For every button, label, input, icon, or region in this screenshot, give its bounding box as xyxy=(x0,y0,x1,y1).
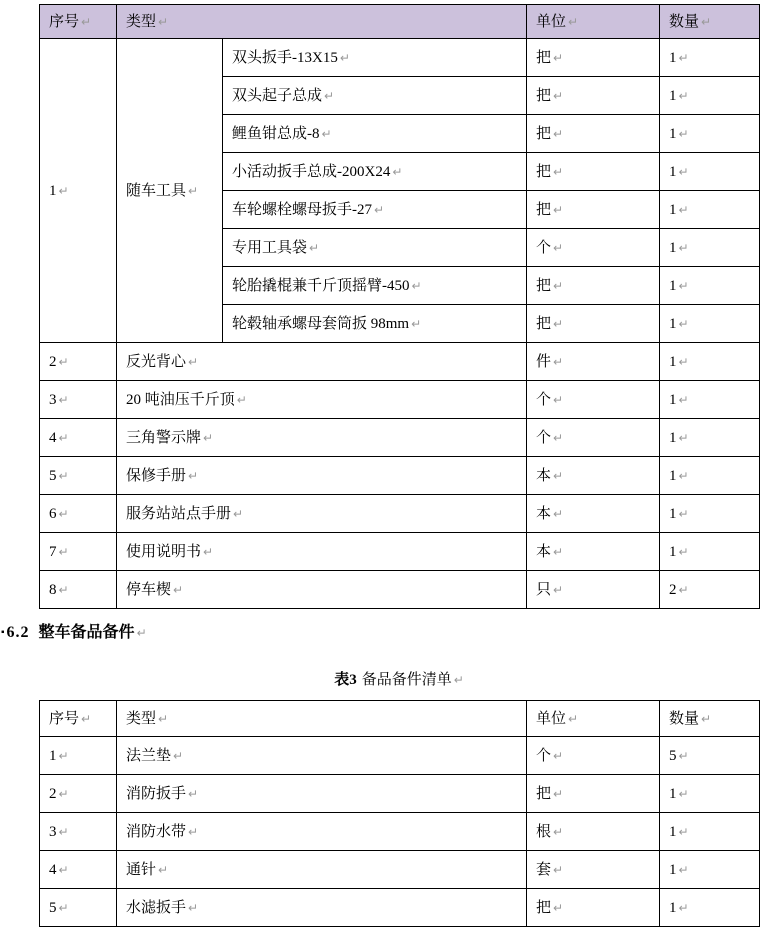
paragraph-mark: ↵ xyxy=(233,506,244,521)
cell-text: 2 xyxy=(49,785,57,802)
table-header-row xyxy=(40,701,760,737)
paragraph-mark: ↵ xyxy=(553,88,564,103)
cell-text: 7 xyxy=(49,543,57,560)
cell-text: 1 xyxy=(669,391,677,408)
cell-item xyxy=(223,267,527,305)
table-caption xyxy=(39,668,759,689)
paragraph-mark: ↵ xyxy=(236,392,247,407)
cell-item xyxy=(117,851,527,889)
cell-serial xyxy=(40,39,117,343)
cell-text: 根 xyxy=(536,823,552,840)
cell-text: 8 xyxy=(49,581,57,598)
cell-qty xyxy=(660,229,760,267)
paragraph-mark: ↵ xyxy=(81,14,92,29)
cell-serial xyxy=(40,775,117,813)
table-row xyxy=(40,495,760,533)
cell-text: 把 xyxy=(536,315,552,332)
cell-item xyxy=(223,305,527,343)
cell-serial xyxy=(40,419,117,457)
paragraph-mark: ↵ xyxy=(553,50,564,65)
cell-unit xyxy=(527,191,660,229)
paragraph-mark: ↵ xyxy=(453,673,464,687)
paragraph-mark: ↵ xyxy=(553,164,564,179)
cell-qty xyxy=(660,191,760,229)
cell-text: 1 xyxy=(669,353,677,370)
cell-serial xyxy=(40,457,117,495)
header-label: 序号 xyxy=(49,710,80,727)
cell-unit xyxy=(527,813,660,851)
cell-text: 把 xyxy=(536,87,552,104)
cell-unit xyxy=(527,737,660,775)
cell-text: 件 xyxy=(536,353,552,370)
cell-text: 把 xyxy=(536,163,552,180)
cell-text: 3 xyxy=(49,391,57,408)
header-label: 数量 xyxy=(669,710,700,727)
cell-text: 2 xyxy=(49,353,57,370)
paragraph-mark: ↵ xyxy=(81,711,92,726)
cell-text: 只 xyxy=(536,581,552,598)
cell-serial xyxy=(40,737,117,775)
cell-text: 把 xyxy=(536,49,552,66)
paragraph-mark: ↵ xyxy=(58,786,69,801)
cell-item xyxy=(117,457,527,495)
paragraph-mark: ↵ xyxy=(158,711,169,726)
paragraph-mark: ↵ xyxy=(678,50,689,65)
cell-qty xyxy=(660,457,760,495)
paragraph-mark: ↵ xyxy=(553,786,564,801)
table-header-row xyxy=(40,5,760,39)
cell-text: 20 吨油压千斤顶 xyxy=(126,391,235,408)
cell-unit xyxy=(527,419,660,457)
cell-unit xyxy=(527,343,660,381)
paragraph-mark: ↵ xyxy=(701,711,712,726)
paragraph-mark: ↵ xyxy=(188,900,199,915)
paragraph-mark: ↵ xyxy=(678,748,689,763)
paragraph-mark: ↵ xyxy=(203,430,214,445)
cell-text: 1 xyxy=(669,125,677,142)
paragraph-mark: ↵ xyxy=(678,392,689,407)
paragraph-mark: ↵ xyxy=(58,862,69,877)
cell-text: 5 xyxy=(49,899,57,916)
paragraph-mark: ↵ xyxy=(553,862,564,877)
header-label: 单位 xyxy=(536,13,567,30)
paragraph-mark: ↵ xyxy=(678,278,689,293)
table-row xyxy=(40,813,760,851)
paragraph-mark: ↵ xyxy=(58,392,69,407)
paragraph-mark: ↵ xyxy=(678,862,689,877)
cell-text: 保修手册 xyxy=(126,467,187,484)
cell-item xyxy=(117,889,527,927)
paragraph-mark: ↵ xyxy=(553,468,564,483)
paragraph-mark: ↵ xyxy=(678,126,689,141)
cell-unit xyxy=(527,533,660,571)
cell-text: 1 xyxy=(669,861,677,878)
cell-unit xyxy=(527,889,660,927)
header-qty xyxy=(660,5,760,39)
cell-text: 1 xyxy=(669,543,677,560)
section-heading xyxy=(1,619,741,642)
paragraph-mark: ↵ xyxy=(309,240,320,255)
table-row xyxy=(40,737,760,775)
cell-text: 三角警示牌 xyxy=(126,429,202,446)
cell-qty xyxy=(660,39,760,77)
cell-unit xyxy=(527,571,660,609)
cell-qty xyxy=(660,153,760,191)
caption-text: 备品备件清单 xyxy=(361,672,452,688)
section-number: 6.2 xyxy=(6,624,30,641)
cell-category xyxy=(117,39,223,343)
cell-text: 本 xyxy=(536,467,552,484)
cell-text: 1 xyxy=(49,747,57,764)
paragraph-mark: ↵ xyxy=(58,183,69,198)
header-label: 序号 xyxy=(49,13,80,30)
cell-qty xyxy=(660,305,760,343)
cell-text: 4 xyxy=(49,861,57,878)
cell-text: 把 xyxy=(536,277,552,294)
cell-text: 1 xyxy=(669,899,677,916)
paragraph-mark: ↵ xyxy=(374,202,385,217)
paragraph-mark: ↵ xyxy=(188,468,199,483)
paragraph-mark: ↵ xyxy=(173,748,184,763)
heading-bullet-icon: ▪ xyxy=(1,627,5,638)
paragraph-mark: ↵ xyxy=(678,240,689,255)
paragraph-mark: ↵ xyxy=(678,468,689,483)
paragraph-mark: ↵ xyxy=(58,748,69,763)
cell-serial xyxy=(40,851,117,889)
cell-text: 1 xyxy=(669,49,677,66)
paragraph-mark: ↵ xyxy=(324,88,335,103)
cell-item xyxy=(117,419,527,457)
cell-text: 把 xyxy=(536,899,552,916)
paragraph-mark: ↵ xyxy=(188,786,199,801)
paragraph-mark: ↵ xyxy=(678,506,689,521)
cell-qty xyxy=(660,813,760,851)
cell-item xyxy=(117,533,527,571)
cell-text: 1 xyxy=(669,163,677,180)
paragraph-mark: ↵ xyxy=(158,14,169,29)
paragraph-mark: ↵ xyxy=(568,14,579,29)
table-row xyxy=(40,571,760,609)
paragraph-mark: ↵ xyxy=(553,430,564,445)
cell-unit xyxy=(527,229,660,267)
paragraph-mark: ↵ xyxy=(188,354,199,369)
paragraph-mark: ↵ xyxy=(58,430,69,445)
paragraph-mark: ↵ xyxy=(553,582,564,597)
header-type xyxy=(117,5,527,39)
cell-item xyxy=(117,343,527,381)
cell-serial xyxy=(40,533,117,571)
cell-item xyxy=(223,39,527,77)
table-row xyxy=(40,775,760,813)
cell-text: 把 xyxy=(536,125,552,142)
paragraph-mark: ↵ xyxy=(173,582,184,597)
cell-item xyxy=(223,191,527,229)
cell-unit xyxy=(527,39,660,77)
cell-unit xyxy=(527,77,660,115)
cell-qty xyxy=(660,737,760,775)
cell-text: 使用说明书 xyxy=(126,543,202,560)
header-serial xyxy=(40,701,117,737)
header-type xyxy=(117,701,527,737)
cell-text: 双头扳手-13X15 xyxy=(232,49,338,66)
cell-text: 停车楔 xyxy=(126,581,172,598)
cell-text: 6 xyxy=(49,505,57,522)
cell-text: 小活动扳手总成-200X24 xyxy=(232,163,391,180)
paragraph-mark: ↵ xyxy=(58,582,69,597)
cell-text: 1 xyxy=(669,467,677,484)
cell-item xyxy=(117,495,527,533)
table-row xyxy=(40,889,760,927)
cell-qty xyxy=(660,115,760,153)
paragraph-mark: ↵ xyxy=(553,202,564,217)
paragraph-mark: ↵ xyxy=(411,316,422,331)
cell-qty xyxy=(660,77,760,115)
cell-qty xyxy=(660,343,760,381)
paragraph-mark: ↵ xyxy=(553,240,564,255)
cell-qty xyxy=(660,533,760,571)
cell-text: 车轮螺栓螺母扳手-27 xyxy=(232,201,372,218)
paragraph-mark: ↵ xyxy=(678,316,689,331)
table-row xyxy=(40,533,760,571)
header-unit xyxy=(527,5,660,39)
cell-text: 1 xyxy=(49,182,57,199)
cell-item xyxy=(223,229,527,267)
table-row xyxy=(40,39,760,77)
paragraph-mark: ↵ xyxy=(678,824,689,839)
paragraph-mark: ↵ xyxy=(553,126,564,141)
cell-text: 把 xyxy=(536,785,552,802)
cell-text: 5 xyxy=(669,747,677,764)
cell-unit xyxy=(527,267,660,305)
cell-unit xyxy=(527,495,660,533)
table-row xyxy=(40,851,760,889)
cell-item xyxy=(223,115,527,153)
paragraph-mark: ↵ xyxy=(678,354,689,369)
paragraph-mark: ↵ xyxy=(321,126,332,141)
cell-text: 本 xyxy=(536,543,552,560)
paragraph-mark: ↵ xyxy=(678,786,689,801)
paragraph-mark: ↵ xyxy=(553,316,564,331)
cell-text: 1 xyxy=(669,315,677,332)
cell-text: 反光背心 xyxy=(126,353,187,370)
paragraph-mark: ↵ xyxy=(188,183,199,198)
cell-text: 法兰垫 xyxy=(126,747,172,764)
paragraph-mark: ↵ xyxy=(678,430,689,445)
paragraph-mark: ↵ xyxy=(678,582,689,597)
paragraph-mark: ↵ xyxy=(553,506,564,521)
cell-item xyxy=(117,813,527,851)
cell-text: 把 xyxy=(536,201,552,218)
cell-text: 轮毂轴承螺母套筒扳 98mm xyxy=(232,315,410,332)
cell-text: 鲤鱼钳总成-8 xyxy=(232,125,320,142)
cell-qty xyxy=(660,381,760,419)
cell-qty xyxy=(660,889,760,927)
cell-qty xyxy=(660,267,760,305)
paragraph-mark: ↵ xyxy=(58,544,69,559)
cell-unit xyxy=(527,115,660,153)
paragraph-mark: ↵ xyxy=(678,544,689,559)
cell-text: 双头起子总成 xyxy=(232,87,323,104)
cell-serial xyxy=(40,343,117,381)
paragraph-mark: ↵ xyxy=(678,164,689,179)
cell-item xyxy=(223,153,527,191)
cell-text: 专用工具袋 xyxy=(232,239,308,256)
paragraph-mark: ↵ xyxy=(678,202,689,217)
paragraph-mark: ↵ xyxy=(553,900,564,915)
table-row xyxy=(40,457,760,495)
cell-text: 个 xyxy=(536,391,552,408)
table-row xyxy=(40,343,760,381)
cell-serial xyxy=(40,495,117,533)
paragraph-mark: ↵ xyxy=(58,506,69,521)
cell-text: 1 xyxy=(669,505,677,522)
paragraph-mark: ↵ xyxy=(158,862,169,877)
header-serial xyxy=(40,5,117,39)
cell-serial xyxy=(40,889,117,927)
cell-text: 个 xyxy=(536,239,552,256)
cell-text: 5 xyxy=(49,467,57,484)
paragraph-mark: ↵ xyxy=(553,824,564,839)
cell-text: 消防扳手 xyxy=(126,785,187,802)
paragraph-mark: ↵ xyxy=(339,50,350,65)
paragraph-mark: ↵ xyxy=(553,354,564,369)
header-label: 类型 xyxy=(126,13,157,30)
paragraph-mark: ↵ xyxy=(188,824,199,839)
cell-item xyxy=(223,77,527,115)
cell-text: 服务站站点手册 xyxy=(126,505,232,522)
table-row xyxy=(40,419,760,457)
cell-item xyxy=(117,737,527,775)
table-row xyxy=(40,381,760,419)
paragraph-mark: ↵ xyxy=(136,626,147,640)
cell-text: 轮胎撬棍兼千斤顶摇臂-450 xyxy=(232,277,410,294)
cell-text: 3 xyxy=(49,823,57,840)
paragraph-mark: ↵ xyxy=(411,278,422,293)
spare-parts-table xyxy=(39,700,760,927)
paragraph-mark: ↵ xyxy=(58,900,69,915)
cell-qty xyxy=(660,419,760,457)
cell-text: 通针 xyxy=(126,861,157,878)
cell-serial xyxy=(40,381,117,419)
cell-text: 1 xyxy=(669,239,677,256)
cell-text: 1 xyxy=(669,201,677,218)
cell-text: 消防水带 xyxy=(126,823,187,840)
cell-text: 套 xyxy=(536,861,552,878)
header-qty xyxy=(660,701,760,737)
cell-qty xyxy=(660,495,760,533)
paragraph-mark: ↵ xyxy=(553,748,564,763)
cell-unit xyxy=(527,851,660,889)
cell-text: 1 xyxy=(669,429,677,446)
cell-text: 1 xyxy=(669,823,677,840)
cell-item xyxy=(117,775,527,813)
paragraph-mark: ↵ xyxy=(203,544,214,559)
cell-serial xyxy=(40,571,117,609)
cell-text: 个 xyxy=(536,429,552,446)
cell-item xyxy=(117,571,527,609)
paragraph-mark: ↵ xyxy=(392,164,403,179)
header-label: 单位 xyxy=(536,710,567,727)
cell-unit xyxy=(527,775,660,813)
paragraph-mark: ↵ xyxy=(678,88,689,103)
header-unit xyxy=(527,701,660,737)
paragraph-mark: ↵ xyxy=(58,468,69,483)
cell-qty xyxy=(660,851,760,889)
paragraph-mark: ↵ xyxy=(553,392,564,407)
cell-qty xyxy=(660,775,760,813)
paragraph-mark: ↵ xyxy=(678,900,689,915)
paragraph-mark: ↵ xyxy=(568,711,579,726)
cell-text: 1 xyxy=(669,277,677,294)
cell-text: 水滤扳手 xyxy=(126,899,187,916)
cell-serial xyxy=(40,813,117,851)
cell-qty xyxy=(660,571,760,609)
cell-unit xyxy=(527,457,660,495)
section-title: 整车备品备件 xyxy=(38,624,135,641)
cell-unit xyxy=(527,381,660,419)
header-label: 数量 xyxy=(669,13,700,30)
cell-text: 1 xyxy=(669,785,677,802)
cell-text: 个 xyxy=(536,747,552,764)
paragraph-mark: ↵ xyxy=(553,544,564,559)
cell-text: 本 xyxy=(536,505,552,522)
cell-text: 2 xyxy=(669,581,677,598)
header-label: 类型 xyxy=(126,710,157,727)
onboard-tools-table xyxy=(39,4,760,609)
caption-label: 表3 xyxy=(334,672,357,688)
cell-unit xyxy=(527,305,660,343)
paragraph-mark: ↵ xyxy=(58,824,69,839)
cell-text: 随车工具 xyxy=(126,182,187,199)
cell-text: 4 xyxy=(49,429,57,446)
paragraph-mark: ↵ xyxy=(58,354,69,369)
cell-item xyxy=(117,381,527,419)
cell-text: 1 xyxy=(669,87,677,104)
paragraph-mark: ↵ xyxy=(553,278,564,293)
cell-unit xyxy=(527,153,660,191)
paragraph-mark: ↵ xyxy=(701,14,712,29)
